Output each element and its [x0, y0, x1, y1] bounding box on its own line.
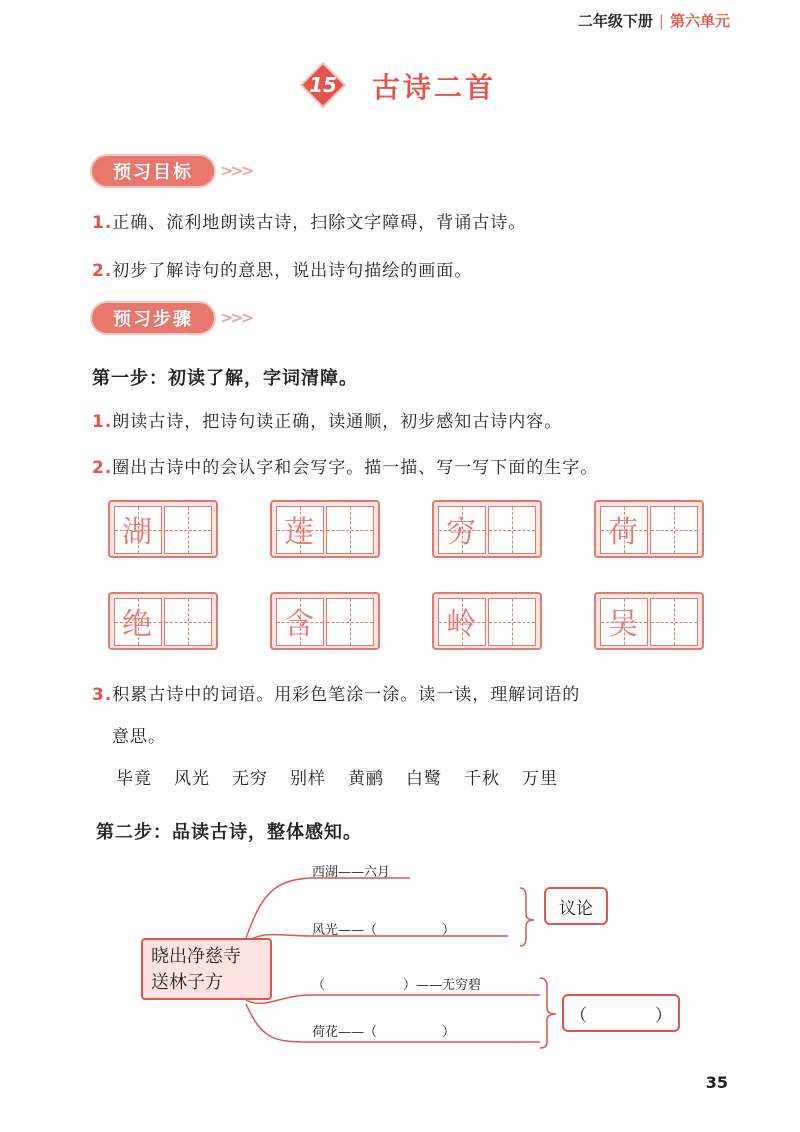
- practice-character: 荷: [608, 515, 638, 550]
- writing-box[interactable]: [594, 500, 704, 558]
- item-number: 3.: [92, 685, 113, 705]
- practice-character: 岭: [446, 607, 476, 642]
- step-2-heading: 第二步：品读古诗，整体感知。: [96, 822, 362, 843]
- practice-character: 吴: [608, 607, 638, 642]
- vocab-word[interactable]: 别样: [290, 769, 326, 789]
- practice-character: 含: [284, 607, 314, 642]
- mindmap-branch-3[interactable]: （ ）——无穷碧: [312, 978, 482, 993]
- header-separator: |: [658, 12, 664, 30]
- step-item-3: [92, 680, 580, 705]
- step-1-heading: 第一步：初读了解，字词清障。: [92, 368, 358, 389]
- section-label-preview-steps: 预习步骤: [92, 303, 214, 333]
- writing-box[interactable]: [432, 500, 542, 558]
- item-text: 圈出古诗中的会认字和会写字。描一描、写一写下面的生字。: [112, 458, 599, 478]
- step-item-2: [92, 453, 598, 478]
- page-number: 35: [705, 1073, 728, 1092]
- writing-box[interactable]: [594, 592, 704, 650]
- writing-box[interactable]: [108, 592, 218, 650]
- lesson-number: 15: [309, 73, 337, 97]
- goal-number: 2.: [92, 261, 113, 281]
- poem-title-2: 送林子方: [151, 972, 223, 993]
- word-list: [116, 764, 580, 789]
- vocab-word[interactable]: 万里: [522, 769, 558, 789]
- section-label-preview-goals: 预习目标: [92, 156, 214, 186]
- writing-box[interactable]: [270, 500, 380, 558]
- chevron-icon: >>>: [220, 308, 252, 327]
- chevron-icon: >>>: [220, 161, 252, 180]
- grade-label: 二年级下册: [577, 12, 653, 30]
- goal-text: 初步了解诗句的意思，说出诗句描绘的画面。: [112, 261, 473, 281]
- mindmap-branch-2[interactable]: 风光——（ ）: [312, 923, 456, 938]
- writing-box[interactable]: [270, 592, 380, 650]
- item-text: 朗读古诗，把诗句读正确，读通顺，初步感知古诗内容。: [112, 412, 563, 432]
- goal-number: 1.: [92, 213, 113, 233]
- practice-character: 湖: [122, 515, 152, 550]
- item-number: 1.: [92, 412, 113, 432]
- item-text: 积累古诗中的词语。用彩色笔涂一涂。读一读，理解词语的: [112, 685, 581, 705]
- practice-character: 莲: [284, 515, 314, 550]
- vocab-word[interactable]: 千秋: [464, 769, 500, 789]
- step-item-3-continued: 意思。: [112, 727, 166, 747]
- page-header: [578, 10, 730, 31]
- mindmap-branch-1: 西湖——六月: [312, 865, 391, 880]
- vocab-word[interactable]: 黄鹂: [348, 769, 384, 789]
- goal-item-1: [92, 208, 526, 233]
- mindmap-branch-4[interactable]: 荷花——（ ）: [312, 1025, 456, 1040]
- unit-label: 第六单元: [669, 12, 730, 30]
- mindmap-center-node: [141, 938, 272, 1000]
- item-number: 2.: [92, 458, 113, 478]
- vocab-word[interactable]: 白鹭: [406, 769, 442, 789]
- vocab-word[interactable]: 风光: [174, 769, 210, 789]
- goal-text: 正确、流利地朗读古诗，扫除文字障碍，背诵古诗。: [112, 213, 527, 233]
- lesson-title: 古诗二首: [372, 71, 497, 104]
- vocab-word[interactable]: 无穷: [232, 769, 268, 789]
- goal-item-2: [92, 256, 472, 281]
- writing-box[interactable]: [108, 500, 218, 558]
- step-item-1: [92, 407, 562, 432]
- mindmap-box-discussion: 议论: [544, 887, 608, 925]
- vocab-word[interactable]: 毕竟: [116, 769, 152, 789]
- practice-character: 绝: [122, 607, 152, 642]
- writing-box[interactable]: [432, 592, 542, 650]
- poem-title-1: 晓出净慈寺: [151, 946, 241, 967]
- practice-character: 穷: [446, 515, 476, 550]
- mindmap-answer-box[interactable]: （ ）: [562, 994, 680, 1032]
